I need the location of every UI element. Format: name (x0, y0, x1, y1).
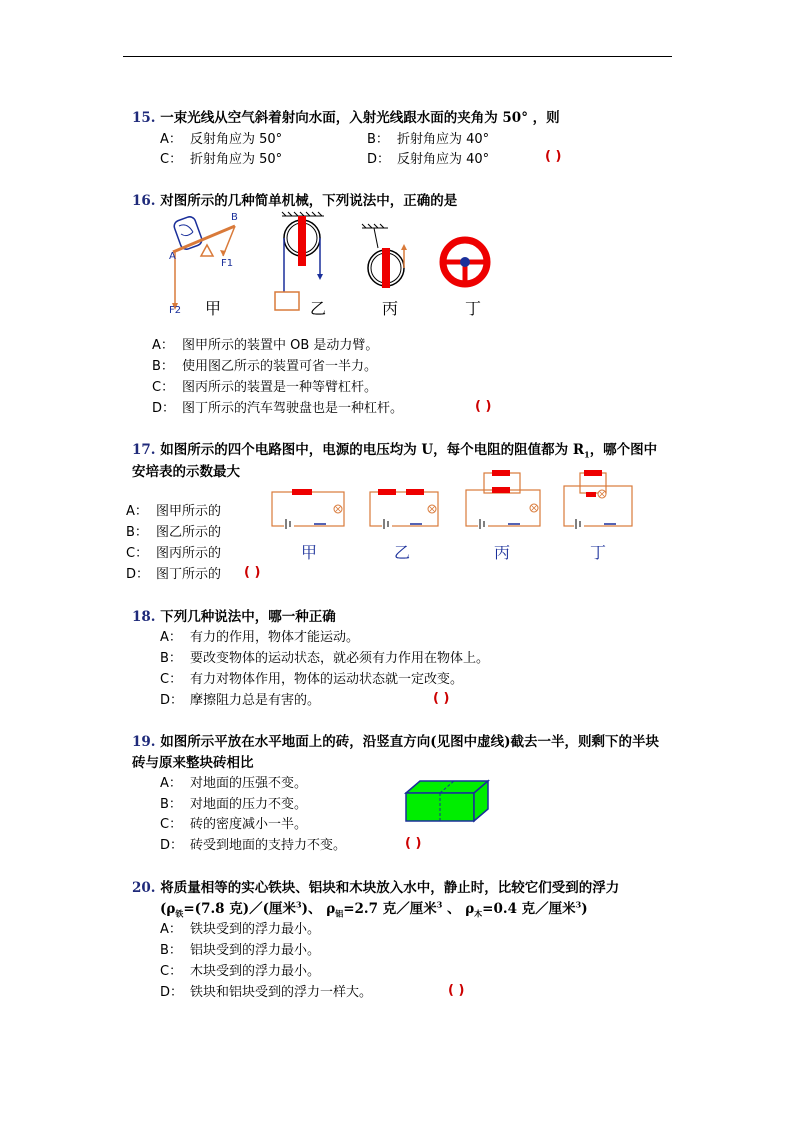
svg-text:F2: F2 (169, 305, 182, 316)
q17-stem-line2: 安培表的示数最大 (132, 464, 240, 480)
circuit-caption-yi: 乙 (394, 543, 411, 562)
q19-stem-line2: 砖与原来整块砖相比 (132, 755, 254, 771)
q18-text: 下列几种说法中，哪一种正确 (160, 609, 336, 625)
pulley-figure-bing (356, 222, 416, 297)
q17-answer-blank[interactable]: ( ) (244, 565, 261, 580)
q18-answer-blank[interactable]: ( ) (433, 691, 450, 706)
q20-option-c[interactable]: C： 木块受到的浮力最小。 (160, 964, 321, 979)
q15-answer-blank[interactable]: ( ) (545, 149, 562, 164)
q19-answer-blank[interactable]: ( ) (405, 836, 422, 851)
q16-option-b[interactable]: B： 使用图乙所示的装置可省一半力。 (152, 359, 378, 374)
brick-figure (404, 779, 490, 823)
q20-density-line: ($\rho_铁=(7.8$ 克)／(厘米$^3$)、 $\rho_铝=2.7$ 克／厘米$^3$ 、 $\rho_木=0.4$ 克／厘米$^3$) (160, 899, 588, 919)
q20-number: 20. (132, 880, 156, 896)
q16-stem (132, 189, 457, 209)
circuit-caption-jia: 甲 (301, 543, 318, 562)
circuit-caption-ding: 丁 (590, 543, 607, 562)
q19-option-d[interactable]: D： 砖受到地面的支持力不变。 (160, 838, 347, 853)
q17-number: 17. (132, 442, 156, 458)
q18-number: 18. (132, 609, 156, 625)
caption-jia: 甲 (205, 299, 222, 318)
circuit-yi (368, 488, 440, 530)
q16-text: 对图所示的几种简单机械，下列说法中，正确的是 (160, 193, 458, 209)
q19-option-c[interactable]: C： 砖的密度减小一半。 (160, 817, 308, 832)
svg-text:A: A (169, 251, 176, 262)
circuit-caption-bing: 丙 (494, 543, 511, 562)
q16-option-d[interactable]: D： 图丁所示的汽车驾驶盘也是一种杠杆。 (152, 401, 404, 416)
q20-answer-blank[interactable]: ( ) (448, 983, 465, 998)
q16-answer-blank[interactable]: ( ) (475, 399, 492, 414)
q15-option-c[interactable]: C： 折射角应为 50° (160, 152, 283, 167)
q20-stem-line1: 20. 将质量相等的实心铁块、铝块和木块放入水中，静止时，比较它们受到的浮力 (132, 880, 620, 896)
q17-stem-line1: 17. 如图所示的四个电路图中，电源的电压均为 U，每个电阻的阻值都为 $R_1$，哪个图中 (132, 442, 658, 460)
q15-text: 一束光线从空气斜着射向水面，入射光线跟水面的夹角为 50° ，则 (160, 110, 560, 126)
q15-option-d[interactable]: D： 反射角应为 40° (367, 152, 490, 167)
q18-option-d[interactable]: D： 摩擦阻力总是有害的。 (160, 693, 321, 708)
q19-option-b[interactable]: B： 对地面的压力不变。 (160, 797, 308, 812)
caption-bing: 丙 (382, 299, 399, 318)
svg-text:F1: F1 (221, 258, 234, 269)
q19-option-a[interactable]: A： 对地面的压强不变。 (160, 776, 308, 791)
q16-number: 16. (132, 193, 156, 209)
q18-stem (132, 605, 336, 625)
q15-stem (132, 106, 560, 126)
q17-option-a[interactable]: A： 图甲所示的 (126, 504, 222, 519)
q17-option-c[interactable]: C： 图丙所示的 (126, 546, 222, 561)
header-rule (123, 56, 672, 57)
q16-option-a[interactable]: A： 图甲所示的装置中 OB 是动力臂。 (152, 338, 379, 353)
q17-option-d[interactable]: D： 图丁所示的 (126, 567, 222, 582)
q19-stem-line1: 19. 如图所示平放在水平地面上的砖，沿竖直方向(见图中虚线)截去一半，则剩下的半块 (132, 734, 659, 750)
q17-option-b[interactable]: B： 图乙所示的 (126, 525, 222, 540)
caption-ding: 丁 (465, 299, 482, 318)
steering-wheel-figure (438, 237, 494, 287)
circuit-ding (562, 468, 634, 530)
circuit-bing (464, 468, 542, 530)
q15-option-b[interactable]: B： 折射角应为 40° (367, 132, 490, 147)
q18-option-c[interactable]: C： 有力对物体作用，物体的运动状态就一定改变。 (160, 672, 464, 687)
q18-option-b[interactable]: B： 要改变物体的运动状态，就必须有力作用在物体上。 (160, 651, 490, 666)
q20-option-d[interactable]: D： 铁块和铝块受到的浮力一样大。 (160, 985, 373, 1000)
q20-option-b[interactable]: B： 铝块受到的浮力最小。 (160, 943, 321, 958)
q15-option-a[interactable]: A： 反射角应为 50° (160, 132, 283, 147)
circuit-jia (270, 488, 346, 530)
q15-number: 15. (132, 110, 156, 126)
caption-yi: 乙 (310, 299, 327, 318)
q18-option-a[interactable]: A： 有力的作用，物体才能运动。 (160, 630, 360, 645)
q19-number: 19. (132, 734, 156, 750)
q16-option-c[interactable]: C： 图丙所示的装置是一种等臂杠杆。 (152, 380, 378, 395)
svg-text:B: B (231, 212, 238, 223)
q20-option-a[interactable]: A： 铁块受到的浮力最小。 (160, 922, 321, 937)
